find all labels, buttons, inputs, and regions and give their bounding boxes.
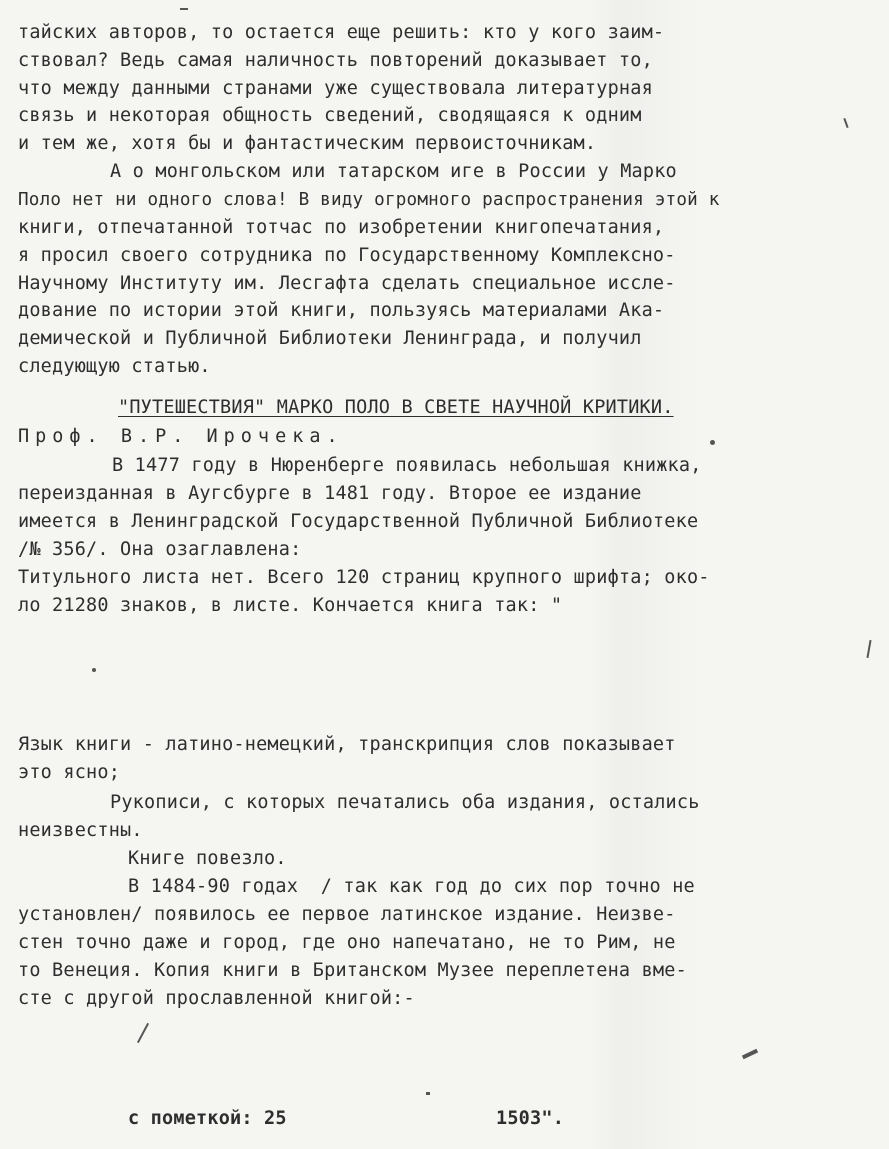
article-heading: "ПУТЕШЕСТВИЯ" МАРКО ПОЛО В СВЕТЕ НАУЧНОЙ КРИТИКИ. bbox=[118, 397, 674, 418]
ink-speck bbox=[866, 640, 871, 658]
text-line: то Венеция. Копия книги в Британском Музее переплетена вме- bbox=[18, 960, 687, 981]
text-line: Научному Институту им. Лесгафта сделать специальное иссле- bbox=[18, 273, 676, 294]
text-line: Рукописи, с которых печатались оба издания, остались bbox=[110, 792, 700, 813]
text-line: неизвестны. bbox=[18, 820, 143, 841]
text-line: сте с другой прославленной книгой:- bbox=[18, 988, 415, 1009]
text-line: А о монгольском или татарском иге в России у Марко bbox=[110, 161, 677, 182]
text-line: я просил своего сотрудника по Государственному Комплексно- bbox=[18, 245, 676, 266]
text-line: демической и Публичной Библиотеки Ленинграда, и получил bbox=[18, 328, 642, 349]
text-line: следующую статью. bbox=[18, 356, 211, 377]
text-line: Книге повезло. bbox=[128, 848, 287, 869]
text-line: стен точно даже и город, где оно напечатано, не то Рим, не bbox=[18, 932, 676, 953]
text-line: /№ 356/. Она озаглавлена: bbox=[18, 539, 302, 560]
text-line: и тем же, хотя бы и фантастическим первоисточникам. bbox=[18, 133, 597, 154]
text-line: установлен/ появилось ее первое латинское издание. Неизве- bbox=[18, 904, 676, 925]
text-line: В 1477 году в Нюренберге появилась небольшая книжка, bbox=[112, 455, 702, 476]
ink-speck bbox=[92, 668, 96, 672]
text-line: это ясно; bbox=[18, 762, 121, 783]
text-line: что между данными странами уже существовала литературная bbox=[18, 78, 653, 99]
text-line: ствовал? Ведь самая наличность повторений доказывает то, bbox=[18, 50, 653, 71]
text-line: связь и некоторая общность сведений, сводящаяся к одним bbox=[18, 105, 642, 126]
text-line: книги, отпечатанной тотчас по изобретении книгопечатания, bbox=[18, 217, 665, 238]
text-line: Поло нет ни одного слова! В виду огромного распространения этой к bbox=[18, 190, 720, 210]
footer-note-year: 1503". bbox=[496, 1108, 565, 1129]
text-line: переизданная в Аугсбурге в 1481 году. Второе ее издание bbox=[18, 483, 642, 504]
ink-speck bbox=[180, 8, 188, 10]
text-line: ло 21280 знаков, в листе. Кончается книга так: " bbox=[18, 595, 563, 616]
ink-speck bbox=[710, 440, 715, 445]
text-line: дование по истории этой книги, пользуясь материалами Ака- bbox=[18, 300, 665, 321]
ink-speck bbox=[426, 1092, 430, 1095]
ink-speck bbox=[742, 1049, 758, 1059]
article-author: Проф. В.Р. Ирочека. bbox=[18, 426, 344, 447]
text-line: Язык книги - латино-немецкий, транскрипция слов показывает bbox=[18, 734, 676, 755]
text-line: имеется в Ленинградской Государственной Публичной Библиотеке bbox=[18, 511, 699, 532]
footer-note-label: с пометкой: 25 bbox=[128, 1108, 287, 1129]
text-line: Титульного листа нет. Всего 120 страниц крупного шрифта; око- bbox=[18, 567, 710, 588]
ink-speck bbox=[137, 1023, 149, 1043]
text-line: В 1484-90 годах / так как год до сих пор точно не bbox=[128, 876, 695, 897]
ink-speck bbox=[843, 118, 848, 128]
text-line: тайских авторов, то остается еще решить: кто у кого заим- bbox=[18, 22, 665, 43]
